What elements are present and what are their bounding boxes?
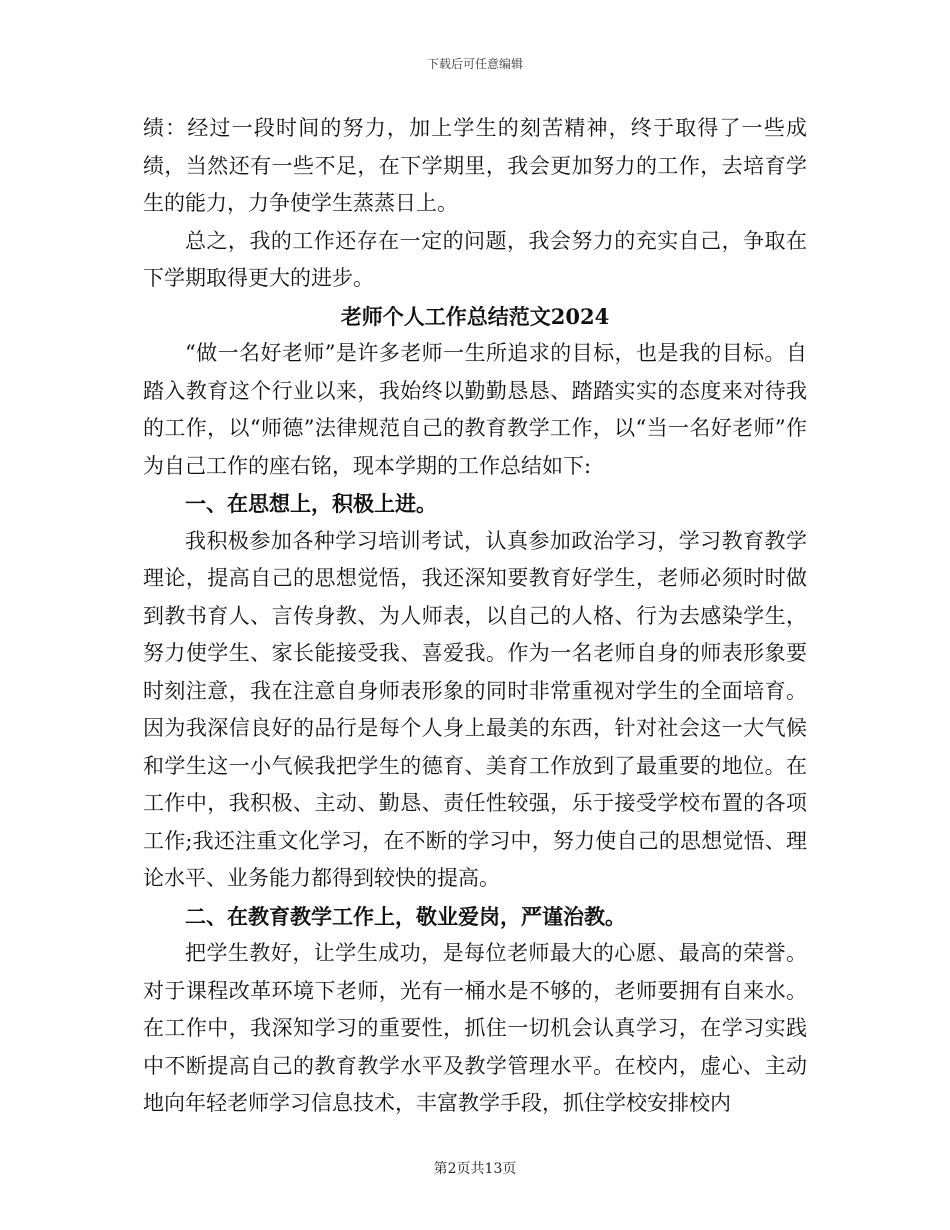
page-number: 第2页共13页 (433, 1161, 517, 1177)
paragraph-5: 把学生教好，让学生成功，是每位老师最大的心愿、最高的荣誉。对于课程改革环境下老师，光有一桶水是不够的，老师要拥有自来水。在工作中，我深知学习的重要性，抓住一切机会认真学习，在学习实践中不断提高自己的教育教学水平及教学管理水平。在校内，虚心、主动地向年轻老师学习信息技术，丰富教学手段，抓住学校安排校内 (143, 941, 807, 1115)
paragraph-1: 绩：经过一段时间的努力，加上学生的刻苦精神，终于取得了一些成绩，当然还有一些不足，在下学期里，我会更加努力的工作，去培育学生的能力，力争使学生蒸蒸日上。 (143, 116, 807, 215)
paragraph-2: 总之，我的工作还存在一定的问题，我会努力的充实自己，争取在下学期取得更大的进步。 (143, 228, 807, 290)
document-body (143, 110, 807, 1123)
heading-1: 一、在思想上，积极上进。 (185, 491, 437, 516)
paragraph-3: “做一名好老师”是许多老师一生所追求的目标，也是我的目标。自踏入教育这个行业以来，我始终以勤勤恳恳、踏踏实实的态度来对待我的工作，以“师德”法律规范自己的教育教学工作，以“当一名好老师”作为自己工作的座右铭，现本学期的工作总结如下: (143, 341, 807, 478)
heading-2: 二、在教育教学工作上，敬业爱岗，严谨治教。 (185, 903, 626, 929)
section-title: 老师个人工作总结范文2024 (340, 303, 610, 329)
paragraph-4: 我积极参加各种学习培训考试，认真参加政治学习，学习教育教学理论，提高自己的思想觉悟，我还深知要教育好学生，老师必须时时做到教书育人、言传身教、为人师表，以自己的人格、行为去感染学生，努力使学生、家长能接受我、喜爱我。作为一名老师自身的师表形象要时刻注意，我在注意自身师表形象的同时非常重视对学生的全面培育。因为我深信良好的品行是每个人身上最美的东西，针对社会这一大气候和学生这一小气候我把学生的德育、美育工作放到了最重要的地位。在工作中，我积极、主动、勤恳、责任性较强，乐于接受学校布置的各项工作;我还注重文化学习，在不断的学习中，努力使自己的思想觉悟、理论水平、业务能力都得到较快的提高。 (143, 528, 807, 890)
header-note: 下载后可任意编辑 (426, 57, 523, 71)
